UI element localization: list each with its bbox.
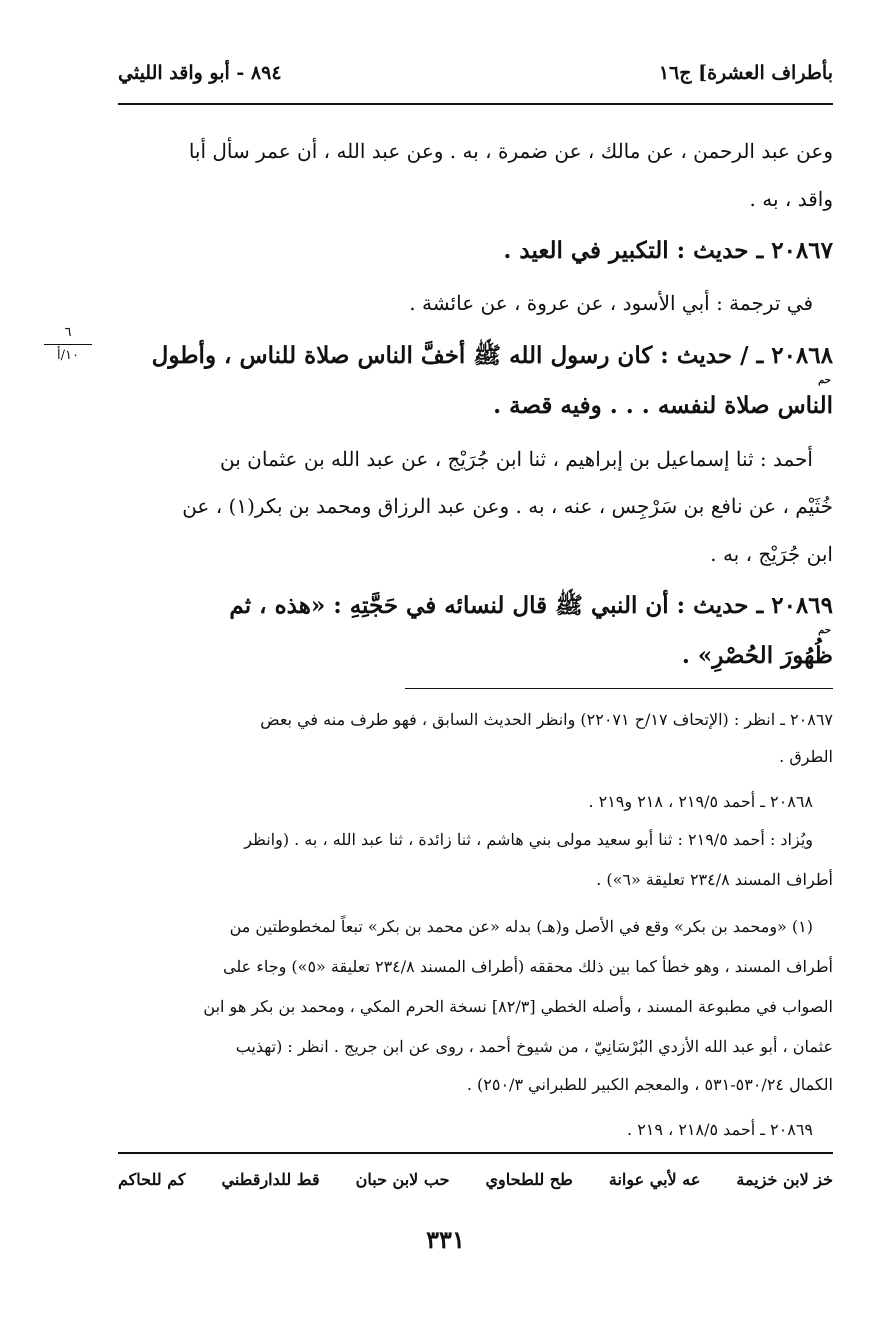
text-line: خُثَيْم ، عن نافع بن سَرْجِس ، عنه ، به . وعن عبد الرزاق ومحمد بن بكر(١) ، عن <box>182 494 833 518</box>
footnote-line: ٢٠٨٦٩ ـ أحمد ٢١٨/٥ ، ٢١٩ . <box>627 1120 813 1139</box>
running-header <box>118 62 833 96</box>
abbreviations-key <box>118 1170 833 1200</box>
text-line: أحمد : ثنا إسماعيل بن إبراهيم ، ثنا ابن جُرَيْج ، عن عبد الله بن عثمان بن <box>220 447 813 471</box>
abbreviation-item: خز لابن خزيمة <box>736 1170 833 1189</box>
text-line: وعن عبد الرحمن ، عن مالك ، عن ضمرة ، به . وعن عبد الله ، أن عمر سأل أبا <box>188 139 833 163</box>
source-mark: حم <box>818 375 831 386</box>
footnote-line: أطراف المسند ، وهو خطأ كما بين ذلك محققه (أطراف المسند ٢٣٤/٨ تعليقة «٥») وجاء على <box>223 957 833 976</box>
text-line: واقد ، به . <box>749 187 833 211</box>
abbreviation-item: عه لأبي عوانة <box>608 1170 701 1189</box>
footnote-line: ويُزاد : أحمد ٢١٩/٥ : ثنا أبو سعيد مولى بني هاشم ، ثنا زائدة ، ثنا عبد الله ، به . (وانظر <box>244 830 813 849</box>
margin-note-fraction-line <box>44 344 92 345</box>
footnote-separator <box>405 688 833 689</box>
text-line: في ترجمة : أبي الأسود ، عن عروة ، عن عائشة . <box>409 291 813 315</box>
hadith-heading-20867: ٢٠٨٦٧ ـ حديث : التكبير في العيد . <box>503 237 833 264</box>
margin-manuscript-reference <box>38 325 98 364</box>
main-text <box>113 138 833 678</box>
margin-note-bottom: ١٠/أ <box>57 348 79 363</box>
footnote-line: ٢٠٨٦٨ ـ أحمد ٢١٩/٥ ، ٢١٨ و٢١٩ . <box>588 792 813 811</box>
header-section-title: ٨٩٤ - أبو واقد الليثي <box>118 62 282 84</box>
page-number: ٣٣١ <box>426 1225 465 1254</box>
hadith-heading-20868-cont: الناس صلاة لنفسه . . . وفيه قصة . <box>493 392 833 419</box>
header-book-title: بأطراف العشرة] ج١٦ <box>658 62 833 84</box>
footnote-line: (١) «ومحمد بن بكر» وقع في الأصل و(هـ) بدله «عن محمد بن بكر» تبعاً لمخطوطتين من <box>229 917 813 936</box>
hadith-heading-20868: ٢٠٨٦٨ ـ / حديث : كان رسول الله ﷺ أخفَّ الناس صلاة للناس ، وأطول <box>151 342 833 369</box>
footnote-line: الطرق . <box>779 747 833 766</box>
margin-note-top: ٦ <box>64 325 72 340</box>
footnote-line: أطراف المسند ٢٣٤/٨ تعليقة «٦») . <box>596 870 833 889</box>
footnote-line: الصواب في مطبوعة المسند ، وأصله الخطي [٨٢/٣] نسخة الحرم المكي ، ومحمد بن بكر هو ابن <box>203 997 833 1016</box>
abbreviation-item: كم للحاكم <box>118 1170 186 1189</box>
abbreviation-item: قط للدارقطني <box>221 1170 320 1189</box>
hadith-heading-20869-cont: ظُهُورَ الحُصْرِ» . <box>681 642 833 669</box>
text-line: ابن جُرَيْج ، به . <box>710 542 833 566</box>
footnote-line: الكمال ٥٣٠/٢٤-٥٣١ ، والمعجم الكبير للطبراني ٢٥٠/٣) . <box>466 1075 833 1094</box>
source-mark: حم <box>818 625 831 636</box>
abbreviations-rule <box>118 1152 833 1154</box>
header-rule <box>118 103 833 105</box>
footnote-line: عثمان ، أبو عبد الله الأزدي البُرْسَانِيّ ، من شيوخ أحمد ، روى عن ابن جريج . انظر : (تهذيب <box>235 1037 833 1056</box>
abbreviation-item: حب لابن حبان <box>355 1170 450 1189</box>
hadith-heading-20869: ٢٠٨٦٩ ـ حديث : أن النبي ﷺ قال لنسائه في حَجَّتِهِ : «هذه ، ثم <box>229 592 833 619</box>
abbreviation-item: طح للطحاوي <box>485 1170 573 1189</box>
footnote-line: ٢٠٨٦٧ ـ انظر : (الإتحاف ١٧/ح ٢٢٠٧١) وانظر الحديث السابق ، فهو طرف منه في بعض <box>260 710 833 729</box>
